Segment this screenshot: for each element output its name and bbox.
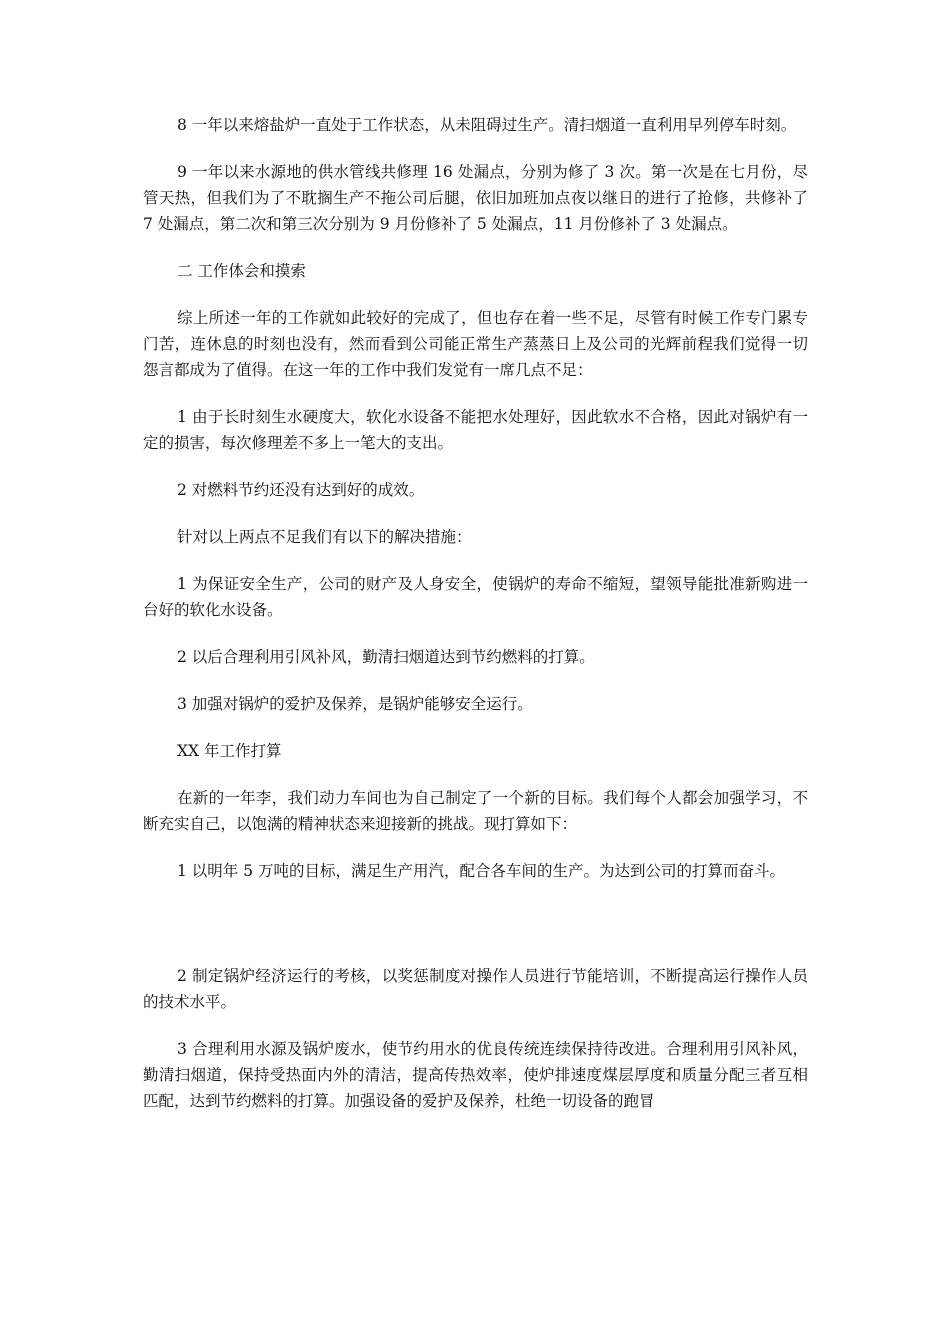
document-page xyxy=(143,112,808,1135)
paragraph-plan-3: 3 合理利用水源及锅炉废水，使节约用水的优良传统连续保持待改进。合理利用引风补风，勤清扫烟道，保持受热面内外的清洁，提高传热效率，使炉排速度煤层厚度和质量分配三者互相匹配，达到节约燃料的打算。加强设备的爱护及保养，杜绝一切设备的跑冒 xyxy=(143,1040,808,1110)
paragraph-plan-1: 1 以明年 5 万吨的目标，满足生产用汽，配合各车间的生产。为达到公司的打算而奋斗。 xyxy=(177,862,786,880)
paragraph-item-8: 8 一年以来熔盐炉一直处于工作状态，从未阻碍过生产。清扫烟道一直利用早列停车时刻。 xyxy=(177,116,797,134)
paragraph-summary: 综上所述一年的工作就如此较好的完成了，但也存在着一些不足，尽管有时候工作专门累专门苦，连休息的时刻也没有，然而看到公司能正常生产蒸蒸日上及公司的光辉前程我们觉得一切怨言都成为了值得。在这一年的工作中我们发觉有一席几点不足： xyxy=(143,309,808,379)
paragraph-shortcoming-2: 2 对燃料节约还没有达到好的成效。 xyxy=(177,481,425,499)
paragraph-measure-1: 1 为保证安全生产，公司的财产及人身安全，使锅炉的寿命不缩短，望领导能批准新购进一台好的软化水设备。 xyxy=(143,575,808,619)
paragraph-measure-2: 2 以后合理利用引风补风，勤清扫烟道达到节约燃料的打算。 xyxy=(177,648,595,666)
paragraph-plan-intro: 在新的一年李，我们动力车间也为自己制定了一个新的目标。我们每个人都会加强学习，不断充实自己，以饱满的精神状态来迎接新的挑战。现打算如下： xyxy=(143,789,808,833)
paragraph-shortcoming-1: 1 由于长时刻生水硬度大，软化水设备不能把水处理好，因此软水不合格，因此对锅炉有一定的损害，每次修理差不多上一笔大的支出。 xyxy=(143,408,808,452)
paragraph-item-9: 9 一年以来水源地的供水管线共修理 16 处漏点，分别为修了 3 次。第一次是在七月份，尽管天热，但我们为了不耽搁生产不拖公司后腿，依旧加班加点夜以继日的进行了抢修，共修补了 7 处漏点，第二次和第三次分别为 9 月份修补了 5 处漏点，11 月份修补了 3 处漏点。 xyxy=(143,163,808,233)
section-heading-plan: XX 年工作打算 xyxy=(177,742,282,760)
paragraph-measures-intro: 针对以上两点不足我们有以下的解决措施： xyxy=(177,528,472,546)
paragraph-plan-2: 2 制定锅炉经济运行的考核，以奖惩制度对操作人员进行节能培训，不断提高运行操作人员的技术水平。 xyxy=(143,967,808,1011)
blank-gap xyxy=(143,905,808,963)
paragraph-measure-3: 3 加强对锅炉的爱护及保养，是锅炉能够安全运行。 xyxy=(177,695,533,713)
section-heading-experience: 二 工作体会和摸索 xyxy=(177,262,306,280)
